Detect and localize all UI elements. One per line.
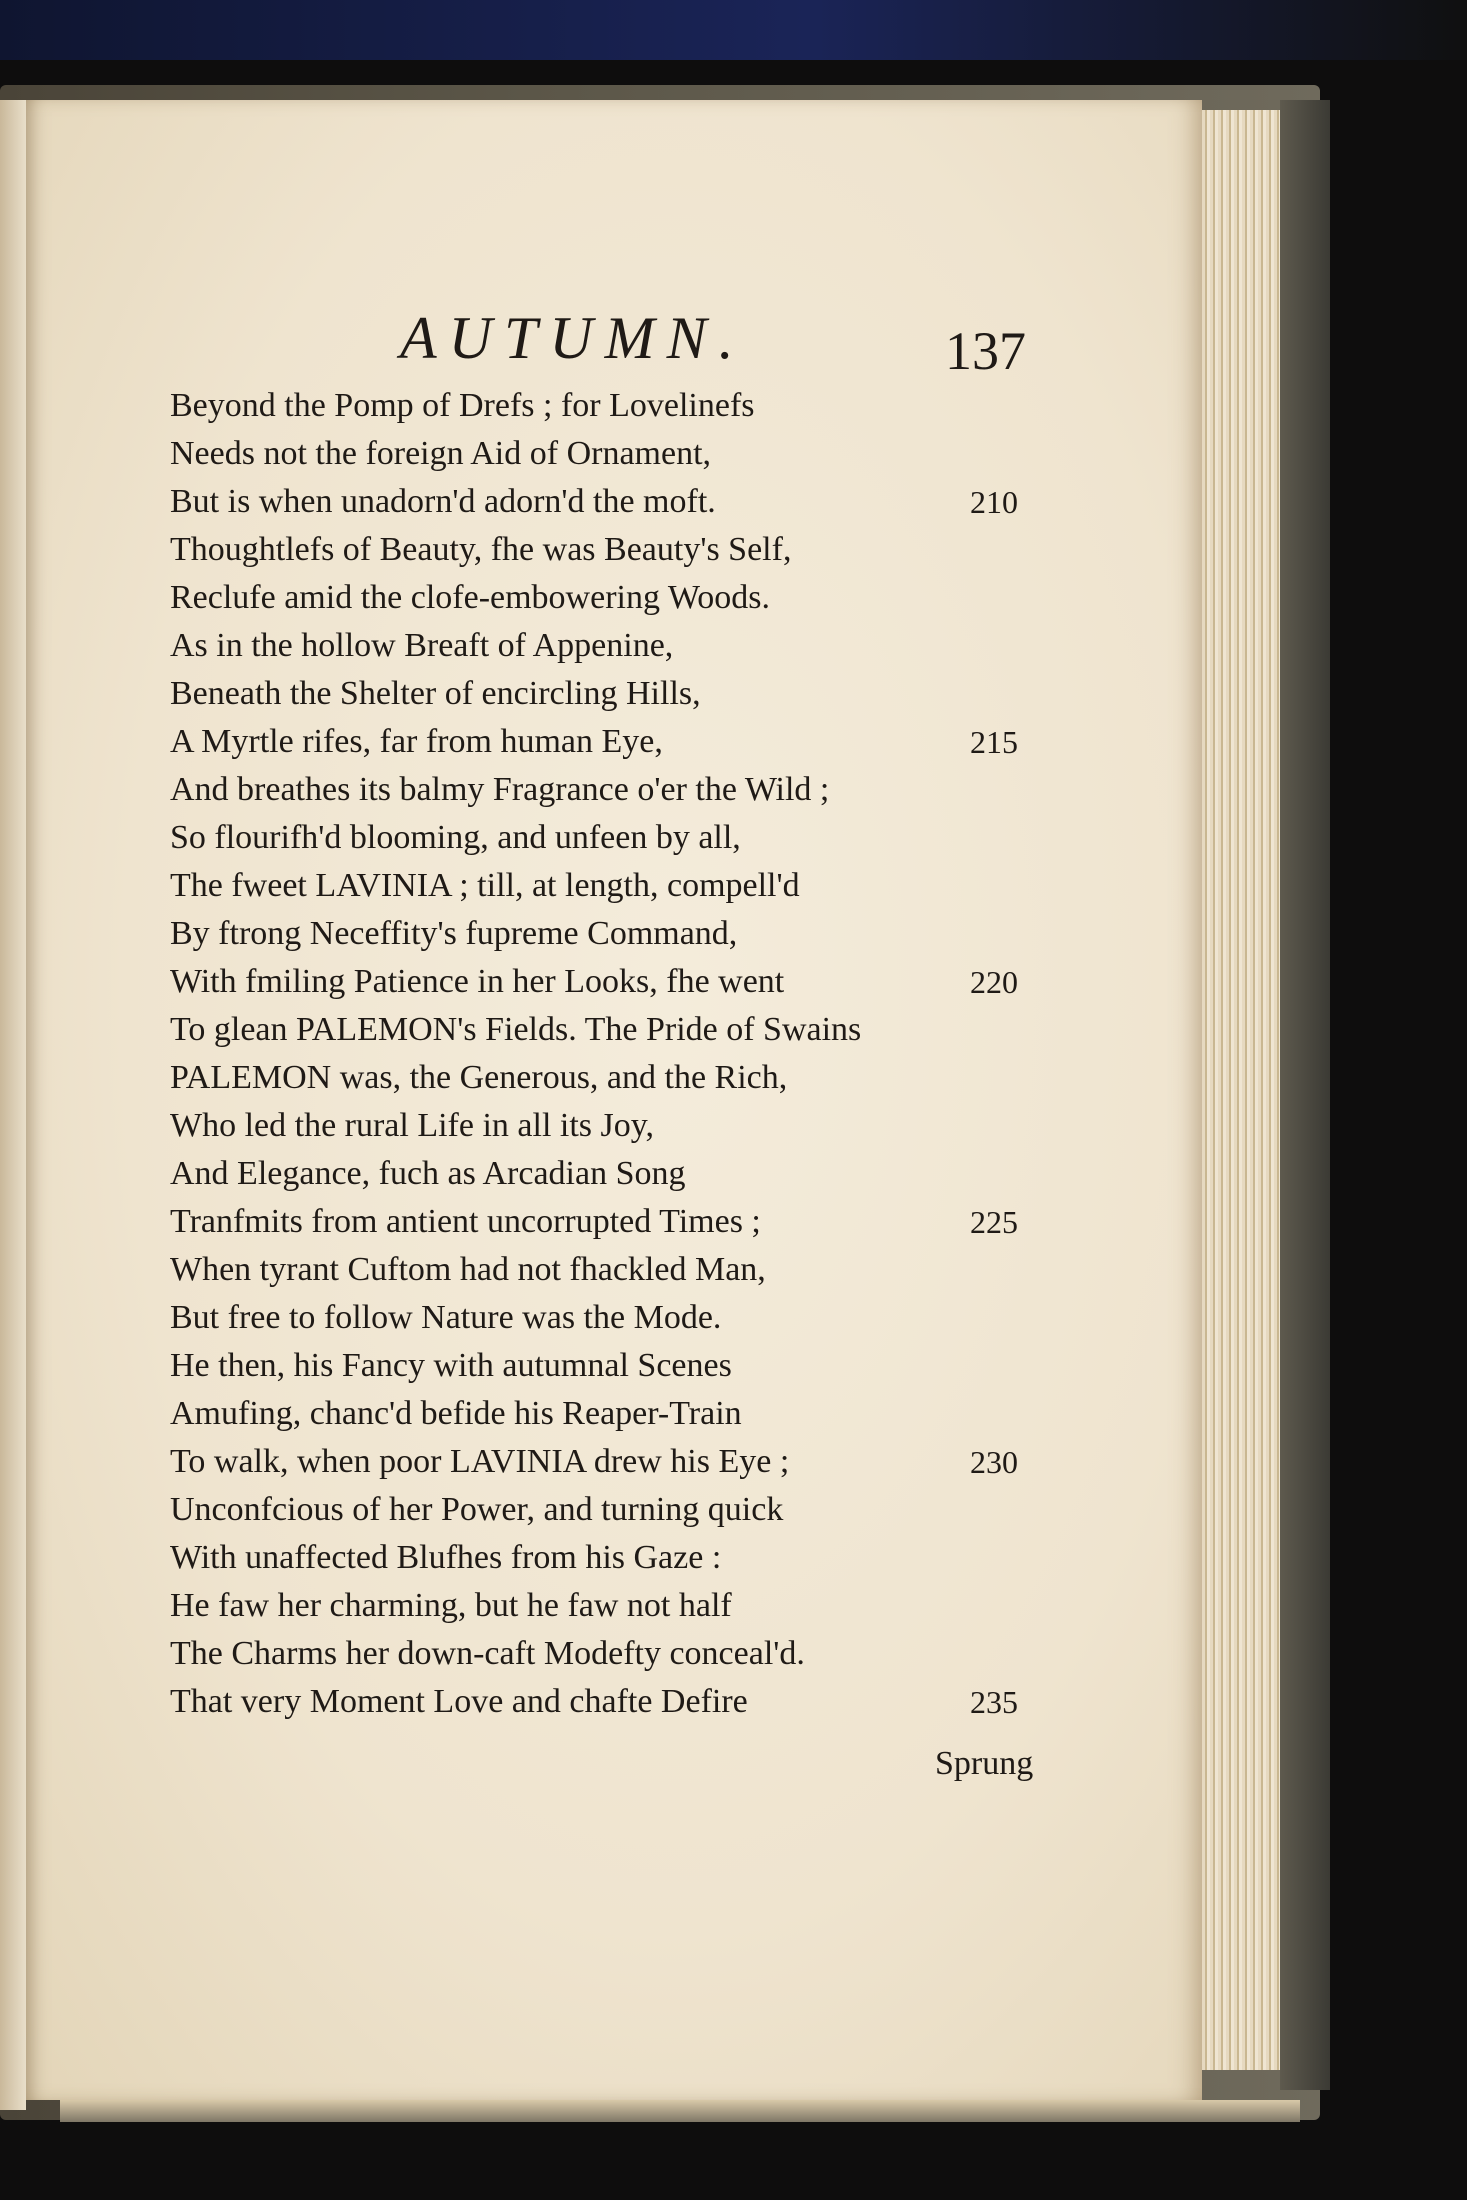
line-text: With fmiling Patience in her Looks, fhe went [170, 963, 785, 1000]
poem-line [0, 622, 1467, 670]
line-text: As in the hollow Breaft of Appenine, [170, 627, 674, 664]
line-text: The fweet LAVINIA ; till, at length, compell'd [170, 867, 800, 904]
running-title: AUTUMN. [400, 305, 746, 371]
poem-line [0, 1486, 1467, 1534]
line-text: With unaffected Blufhes from his Gaze : [170, 1539, 722, 1576]
line-number: 235 [970, 1684, 1018, 1720]
poem-line [0, 1246, 1467, 1294]
poem-line [0, 1534, 1467, 1582]
poem-line [0, 814, 1467, 862]
poem-line [0, 1054, 1467, 1102]
line-text: To glean PALEMON's Fields. The Pride of Swains [170, 1011, 862, 1048]
poem-line [0, 1294, 1467, 1342]
line-text: Reclufe amid the clofe-embowering Woods. [170, 579, 770, 616]
line-text: A Myrtle rifes, far from human Eye, [170, 723, 663, 760]
poem-line [0, 1342, 1467, 1390]
poem-line [0, 382, 1467, 430]
line-text: Tranfmits from antient uncorrupted Times ; [170, 1203, 761, 1240]
poem-line [0, 478, 1467, 526]
line-text: Beneath the Shelter of encircling Hills, [170, 675, 701, 712]
line-text: Thoughtlefs of Beauty, fhe was Beauty's Self, [170, 531, 792, 568]
line-text: To walk, when poor LAVINIA drew his Eye ; [170, 1443, 790, 1480]
poem-line [0, 1390, 1467, 1438]
poem-line [0, 718, 1467, 766]
line-text: But free to follow Nature was the Mode. [170, 1299, 722, 1336]
poem-line [0, 574, 1467, 622]
poem-line [0, 862, 1467, 910]
line-text: And breathes its balmy Fragrance o'er the Wild ; [170, 771, 830, 808]
poem-line [0, 670, 1467, 718]
poem-line [0, 1150, 1467, 1198]
line-number: 220 [970, 964, 1018, 1000]
bottom-page-edge [60, 2100, 1300, 2122]
poem-line [0, 1678, 1467, 1726]
poem-line [0, 910, 1467, 958]
line-text: Amufing, chanc'd befide his Reaper-Train [170, 1395, 742, 1432]
line-text: And Elegance, fuch as Arcadian Song [170, 1155, 686, 1192]
line-text: PALEMON was, the Generous, and the Rich, [170, 1059, 788, 1096]
line-number: 230 [970, 1444, 1018, 1480]
poem-line [0, 766, 1467, 814]
line-text: Beyond the Pomp of Drefs ; for Lovelinefs [170, 387, 755, 424]
poem-line [0, 1006, 1467, 1054]
line-text: That very Moment Love and chafte Defire [170, 1683, 748, 1720]
line-text: The Charms her down-caft Modefty conceal'd. [170, 1635, 805, 1672]
background-edge [0, 0, 1467, 60]
poem-line [0, 1438, 1467, 1486]
line-number: 215 [970, 724, 1018, 760]
poem-line [0, 1198, 1467, 1246]
line-text: He then, his Fancy with autumnal Scenes [170, 1347, 732, 1384]
catchword: Sprung [935, 1745, 1034, 1782]
line-text: He faw her charming, but he faw not half [170, 1587, 732, 1624]
poem-line [0, 430, 1467, 478]
page-number: 137 [945, 321, 1026, 381]
poem-line [0, 526, 1467, 574]
poem-line [0, 1630, 1467, 1678]
line-number: 210 [970, 484, 1018, 520]
line-text: But is when unadorn'd adorn'd the moft. [170, 483, 716, 520]
line-text: By ftrong Neceffity's fupreme Command, [170, 915, 738, 952]
poem-line [0, 1102, 1467, 1150]
poem-line [0, 958, 1467, 1006]
line-text: Unconfcious of her Power, and turning quick [170, 1491, 784, 1528]
line-number: 225 [970, 1204, 1018, 1240]
line-text: So flourifh'd blooming, and unfeen by all, [170, 819, 741, 856]
page-header [0, 300, 1467, 380]
poem-line [0, 1582, 1467, 1630]
line-text: When tyrant Cuftom had not fhackled Man, [170, 1251, 766, 1288]
line-text: Needs not the foreign Aid of Ornament, [170, 435, 712, 472]
line-text: Who led the rural Life in all its Joy, [170, 1107, 655, 1144]
